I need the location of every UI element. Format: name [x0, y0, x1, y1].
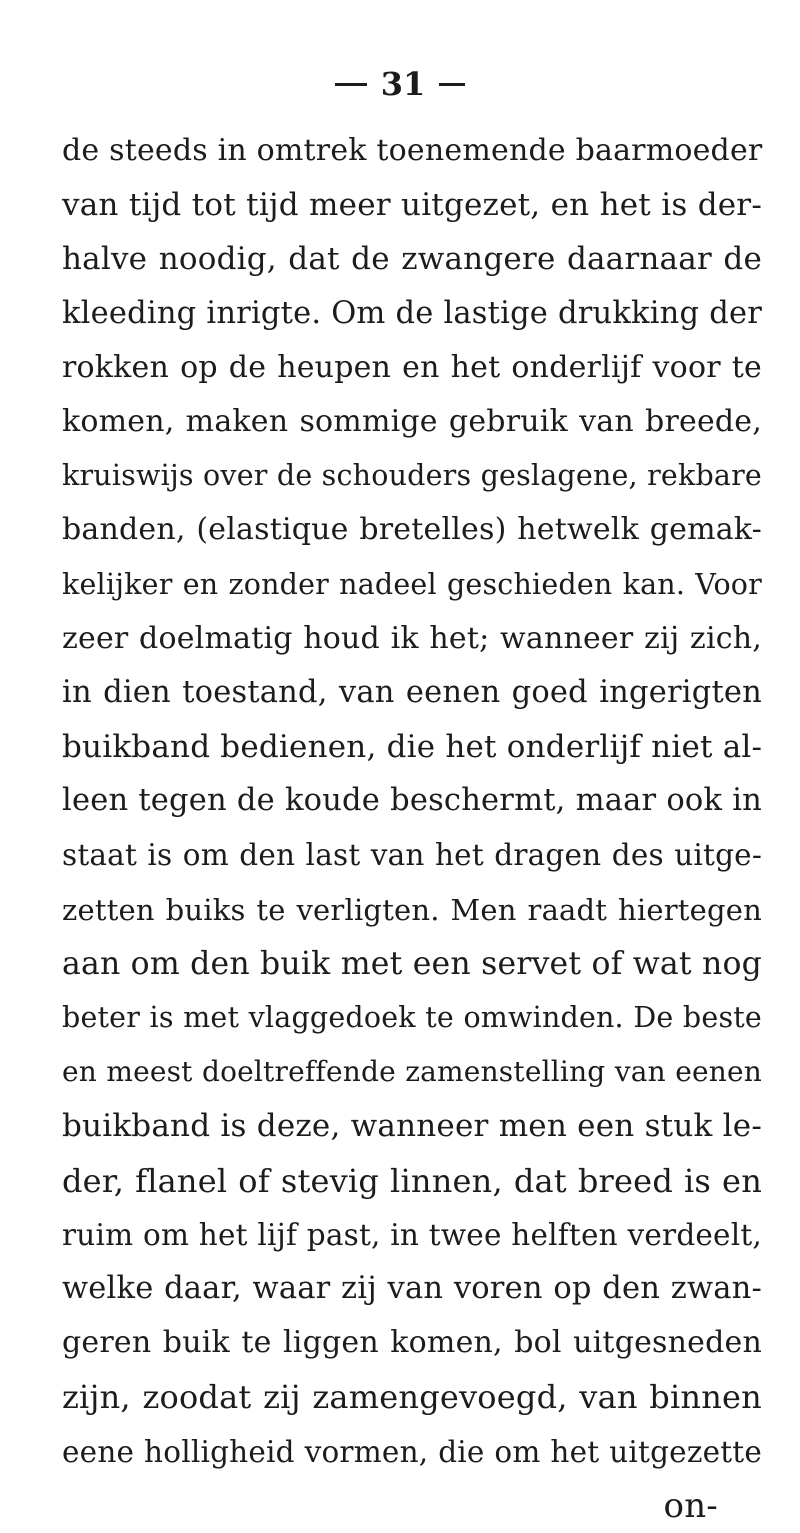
text-line: rokken op de heupen en het onderlijf voor te — [62, 349, 762, 385]
catchword: on- — [663, 1485, 718, 1526]
text-line: banden, (elastique bretelles) hetwelk gemak- — [62, 512, 762, 548]
text-line: buikband is deze, wanneer men een stuk le- — [62, 1108, 762, 1145]
text-line: geren buik te liggen komen, bol uitgesneden — [62, 1325, 762, 1361]
text-line: in dien toestand, van eenen goed ingerigten — [62, 674, 762, 710]
text-line: komen, maken sommige gebruik van breede, — [62, 403, 762, 439]
text-line: leen tegen de koude beschermt, maar ook in — [62, 783, 762, 819]
text-line: ruim om het lijf past, in twee helften verdeelt, — [62, 1217, 762, 1252]
header-rule-left — [335, 83, 367, 86]
text-line: beter is met vlaggedoek te omwinden. De beste — [62, 1001, 762, 1034]
text-line: kelijker en zonder nadeel geschieden kan. Voor — [62, 567, 762, 601]
text-line: en meest doeltreffende zamenstelling van eenen — [62, 1055, 762, 1089]
text-line: kruiswijs over de schouders geslagene, rekbare — [62, 459, 762, 493]
text-line: aan om den buik met een servet of wat nog — [62, 945, 762, 982]
text-line: buikband bedienen, die het onderlijf niet al- — [62, 729, 763, 766]
text-line: der, flanel of stevig linnen, dat breed is en — [62, 1161, 762, 1200]
text-line: de steeds in omtrek toenemende baarmoeder — [62, 133, 763, 168]
text-line: welke daar, waar zij van voren op den zwan- — [62, 1270, 762, 1306]
text-line: kleeding inrigte. Om de lastige drukking der — [62, 295, 762, 331]
body-text — [62, 124, 762, 1533]
text-line: van tijd tot tijd meer uitgezet, en het is der- — [62, 187, 762, 224]
text-line: eene holligheid vormen, die om het uitgezette — [62, 1434, 762, 1469]
text-line: staat is om den last van het dragen des uitge- — [62, 838, 762, 873]
page-number: 31 — [380, 65, 426, 103]
text-line: zijn, zoodat zij zamengevoegd, van binnen — [62, 1378, 762, 1417]
text-line: halve noodig, dat de zwangere daarnaar de — [62, 241, 762, 278]
text-line: zetten buiks te verligten. Men raadt hiertegen — [62, 892, 762, 927]
header-rule-right — [439, 83, 465, 86]
text-line: zeer doelmatig houd ik het; wanneer zij zich, — [62, 620, 762, 656]
page-header — [0, 64, 800, 104]
